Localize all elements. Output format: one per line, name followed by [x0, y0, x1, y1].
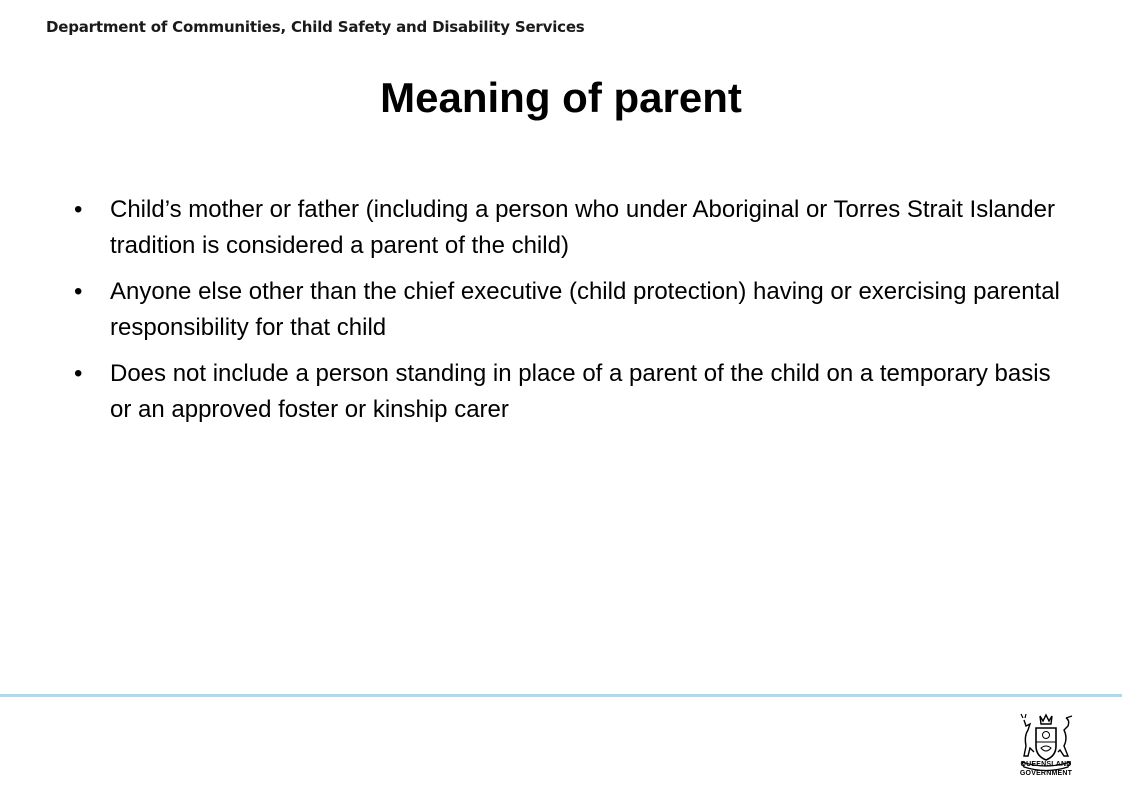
bullet-list	[60, 192, 1070, 438]
department-header: Department of Communities, Child Safety and Disability Services	[46, 18, 585, 36]
bullet-item	[60, 192, 1070, 264]
bullet-text: Anyone else other than the chief executive (child protection) having or exercising parental responsibility for that child	[110, 278, 1060, 341]
bullet-marker: •	[74, 278, 83, 305]
bullet-marker: •	[74, 360, 83, 387]
bullet-marker: •	[74, 196, 83, 223]
bullet-item	[60, 356, 1070, 428]
logo-wordmark-line1: QUEENSLAND	[1020, 761, 1072, 768]
bullet-text: Does not include a person standing in place of a parent of the child on a temporary basis or an approved foster or kinship carer	[110, 360, 1051, 423]
slide-title: Meaning of parent	[380, 74, 742, 121]
bullet-item	[60, 274, 1070, 346]
footer-divider	[0, 694, 1122, 697]
logo-wordmark-line2: GOVERNMENT	[1019, 770, 1073, 777]
bullet-text: Child’s mother or father (including a person who under Aboriginal or Torres Strait Islander tradition is considered a parent of the child)	[110, 196, 1055, 259]
